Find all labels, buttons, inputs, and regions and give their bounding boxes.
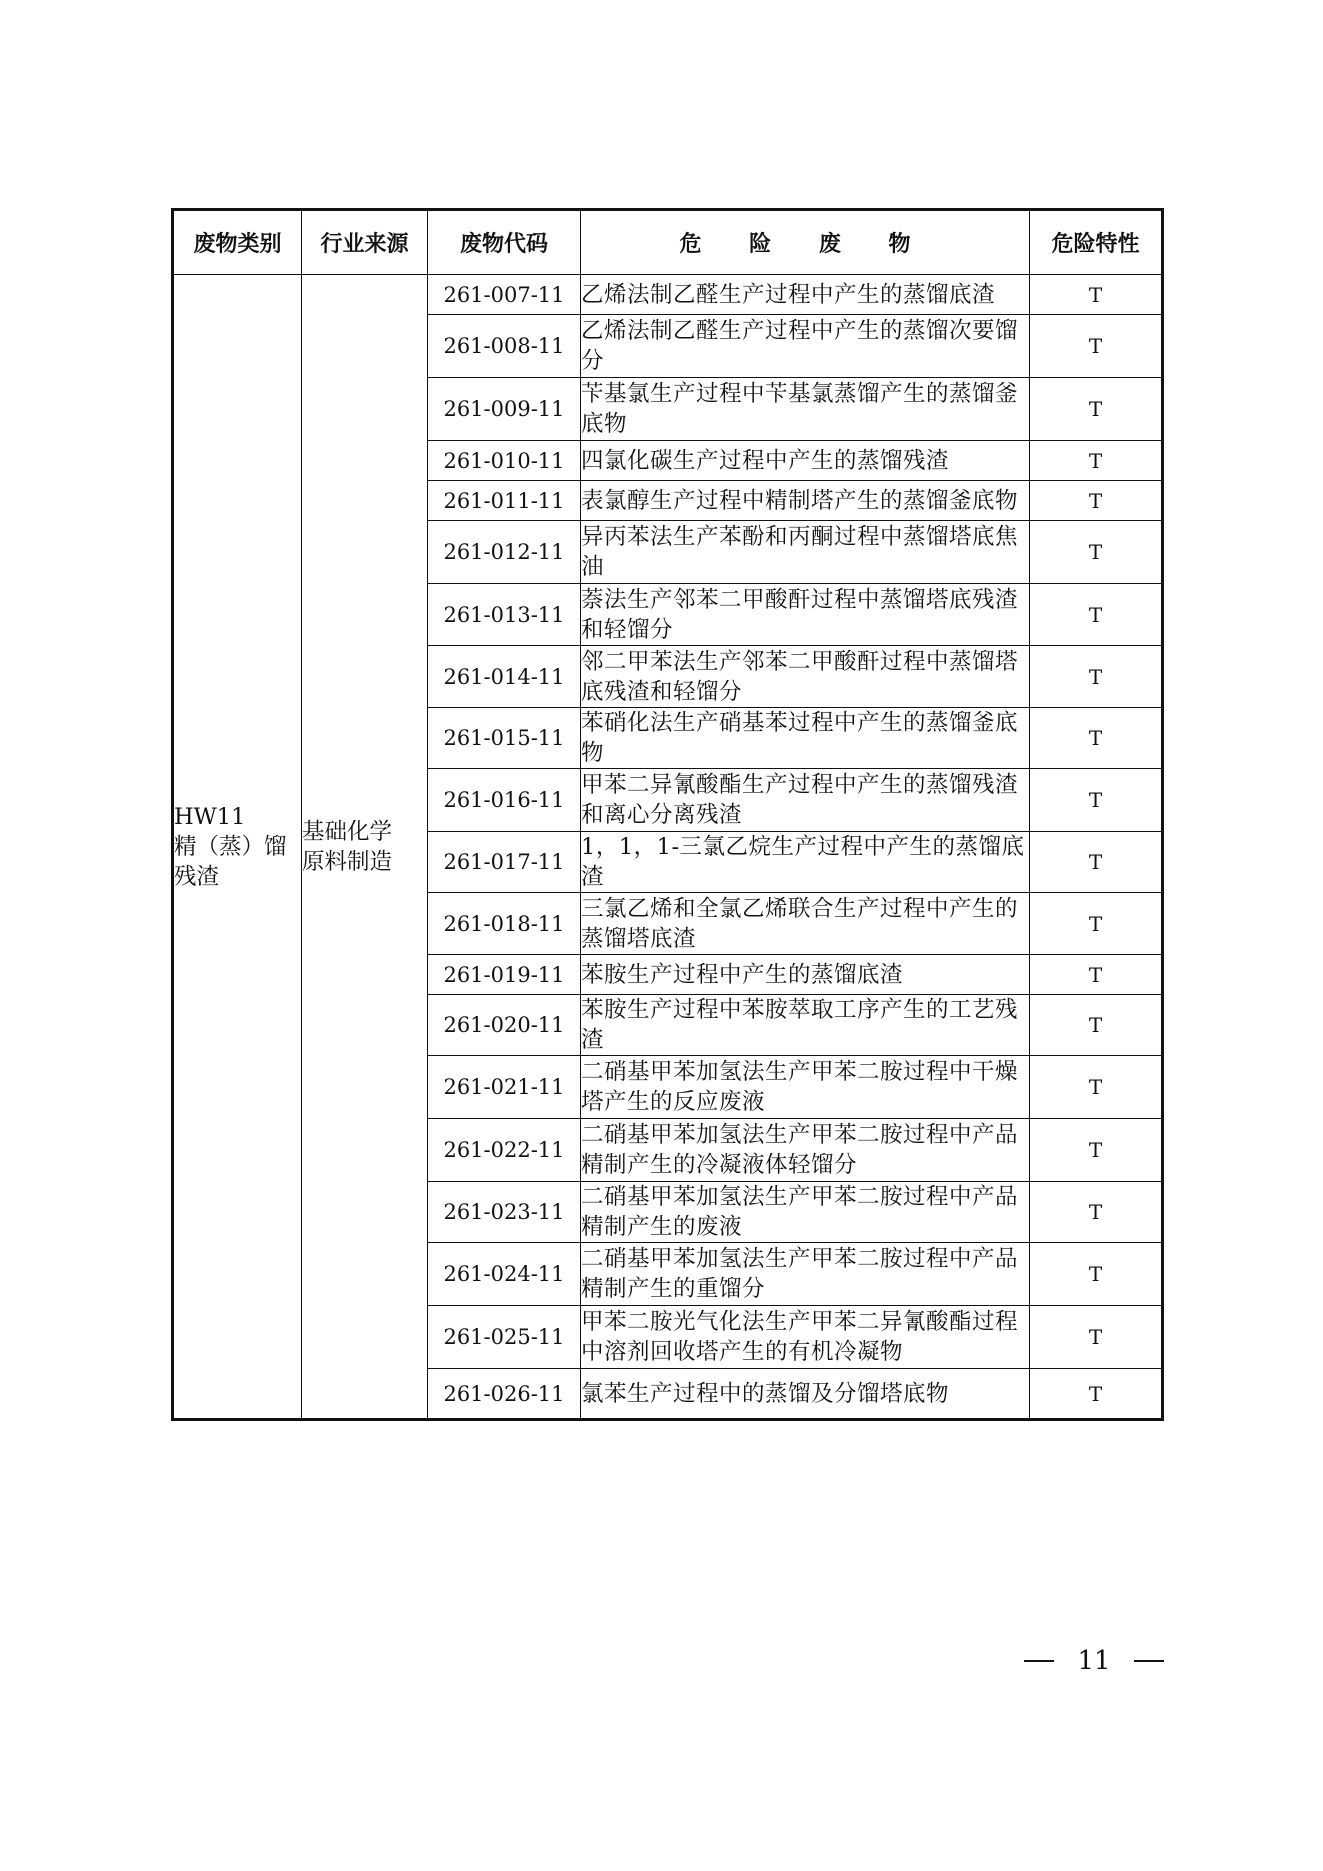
cell-code: 261-014-11 bbox=[428, 646, 581, 708]
cell-description: 表氯醇生产过程中精制塔产生的蒸馏釜底物 bbox=[581, 481, 1030, 521]
cell-characteristic: T bbox=[1030, 769, 1163, 832]
cell-code: 261-023-11 bbox=[428, 1182, 581, 1243]
cell-description: 苯胺生产过程中产生的蒸馏底渣 bbox=[581, 955, 1030, 995]
cell-characteristic: T bbox=[1030, 584, 1163, 646]
cell-code: 261-026-11 bbox=[428, 1369, 581, 1420]
cell-description: 二硝基甲苯加氢法生产甲苯二胺过程中产品精制产生的废液 bbox=[581, 1182, 1030, 1243]
cell-characteristic: T bbox=[1030, 995, 1163, 1056]
cell-industry bbox=[302, 275, 428, 1420]
cell-characteristic: T bbox=[1030, 893, 1163, 955]
hazardous-waste-table bbox=[171, 208, 1164, 1421]
header-code: 废物代码 bbox=[428, 210, 581, 275]
header-category: 废物类别 bbox=[173, 210, 302, 275]
cell-description: 苯硝化法生产硝基苯过程中产生的蒸馏釜底物 bbox=[581, 708, 1030, 769]
cell-description: 二硝基甲苯加氢法生产甲苯二胺过程中干燥塔产生的反应废液 bbox=[581, 1056, 1030, 1119]
cell-description: 甲苯二胺光气化法生产甲苯二异氰酸酯过程中溶剂回收塔产生的有机冷凝物 bbox=[581, 1306, 1030, 1369]
dash-right bbox=[1134, 1660, 1164, 1662]
industry-line1: 基础化学 bbox=[302, 818, 393, 845]
cell-description: 二硝基甲苯加氢法生产甲苯二胺过程中产品精制产生的冷凝液体轻馏分 bbox=[581, 1119, 1030, 1182]
cell-characteristic: T bbox=[1030, 1056, 1163, 1119]
cell-description: 二硝基甲苯加氢法生产甲苯二胺过程中产品精制产生的重馏分 bbox=[581, 1243, 1030, 1306]
header-industry: 行业来源 bbox=[302, 210, 428, 275]
cell-code: 261-012-11 bbox=[428, 521, 581, 584]
cell-characteristic: T bbox=[1030, 521, 1163, 584]
cell-code: 261-020-11 bbox=[428, 995, 581, 1056]
cell-code: 261-025-11 bbox=[428, 1306, 581, 1369]
cell-description: 苯胺生产过程中苯胺萃取工序产生的工艺残渣 bbox=[581, 995, 1030, 1056]
cell-code: 261-017-11 bbox=[428, 832, 581, 893]
category-name-line2: 残渣 bbox=[174, 863, 220, 890]
cell-description: 氯苯生产过程中的蒸馏及分馏塔底物 bbox=[581, 1369, 1030, 1420]
industry-line2: 原料制造 bbox=[302, 848, 393, 875]
cell-code: 261-013-11 bbox=[428, 584, 581, 646]
category-code: HW11 bbox=[174, 803, 246, 830]
cell-description: 苄基氯生产过程中苄基氯蒸馏产生的蒸馏釜底物 bbox=[581, 378, 1030, 441]
cell-characteristic: T bbox=[1030, 1182, 1163, 1243]
dash-left bbox=[1024, 1660, 1054, 1662]
cell-characteristic: T bbox=[1030, 1306, 1163, 1369]
cell-code: 261-022-11 bbox=[428, 1119, 581, 1182]
page-number-text: 11 bbox=[1077, 1646, 1111, 1676]
cell-characteristic: T bbox=[1030, 275, 1163, 315]
cell-code: 261-011-11 bbox=[428, 481, 581, 521]
cell-characteristic: T bbox=[1030, 955, 1163, 995]
cell-characteristic: T bbox=[1030, 441, 1163, 481]
cell-code: 261-024-11 bbox=[428, 1243, 581, 1306]
cell-characteristic: T bbox=[1030, 646, 1163, 708]
cell-description: 异丙苯法生产苯酚和丙酮过程中蒸馏塔底焦油 bbox=[581, 521, 1030, 584]
cell-description: 1，1，1-三氯乙烷生产过程中产生的蒸馏底渣 bbox=[581, 832, 1030, 893]
header-characteristic: 危险特性 bbox=[1030, 210, 1163, 275]
cell-description: 三氯乙烯和全氯乙烯联合生产过程中产生的蒸馏塔底渣 bbox=[581, 893, 1030, 955]
cell-characteristic: T bbox=[1030, 378, 1163, 441]
cell-code: 261-019-11 bbox=[428, 955, 581, 995]
cell-code: 261-016-11 bbox=[428, 769, 581, 832]
page-number bbox=[1024, 1643, 1164, 1679]
cell-description: 甲苯二异氰酸酯生产过程中产生的蒸馏残渣和离心分离残渣 bbox=[581, 769, 1030, 832]
table-body bbox=[173, 275, 1163, 1420]
cell-description: 乙烯法制乙醛生产过程中产生的蒸馏底渣 bbox=[581, 275, 1030, 315]
cell-characteristic: T bbox=[1030, 1243, 1163, 1306]
cell-code: 261-008-11 bbox=[428, 315, 581, 378]
table-row bbox=[173, 275, 1163, 315]
category-name-line1: 精（蒸）馏 bbox=[174, 833, 287, 860]
cell-code: 261-009-11 bbox=[428, 378, 581, 441]
cell-characteristic: T bbox=[1030, 708, 1163, 769]
cell-description: 萘法生产邻苯二甲酸酐过程中蒸馏塔底残渣和轻馏分 bbox=[581, 584, 1030, 646]
cell-characteristic: T bbox=[1030, 1119, 1163, 1182]
cell-code: 261-018-11 bbox=[428, 893, 581, 955]
cell-characteristic: T bbox=[1030, 315, 1163, 378]
cell-code: 261-010-11 bbox=[428, 441, 581, 481]
cell-code: 261-015-11 bbox=[428, 708, 581, 769]
cell-characteristic: T bbox=[1030, 481, 1163, 521]
cell-characteristic: T bbox=[1030, 1369, 1163, 1420]
cell-category bbox=[173, 275, 302, 1420]
table-header-row bbox=[173, 210, 1163, 275]
cell-code: 261-007-11 bbox=[428, 275, 581, 315]
cell-code: 261-021-11 bbox=[428, 1056, 581, 1119]
cell-description: 邻二甲苯法生产邻苯二甲酸酐过程中蒸馏塔底残渣和轻馏分 bbox=[581, 646, 1030, 708]
header-waste: 危 险 废 物 bbox=[581, 210, 1030, 275]
cell-characteristic: T bbox=[1030, 832, 1163, 893]
cell-description: 乙烯法制乙醛生产过程中产生的蒸馏次要馏分 bbox=[581, 315, 1030, 378]
cell-description: 四氯化碳生产过程中产生的蒸馏残渣 bbox=[581, 441, 1030, 481]
